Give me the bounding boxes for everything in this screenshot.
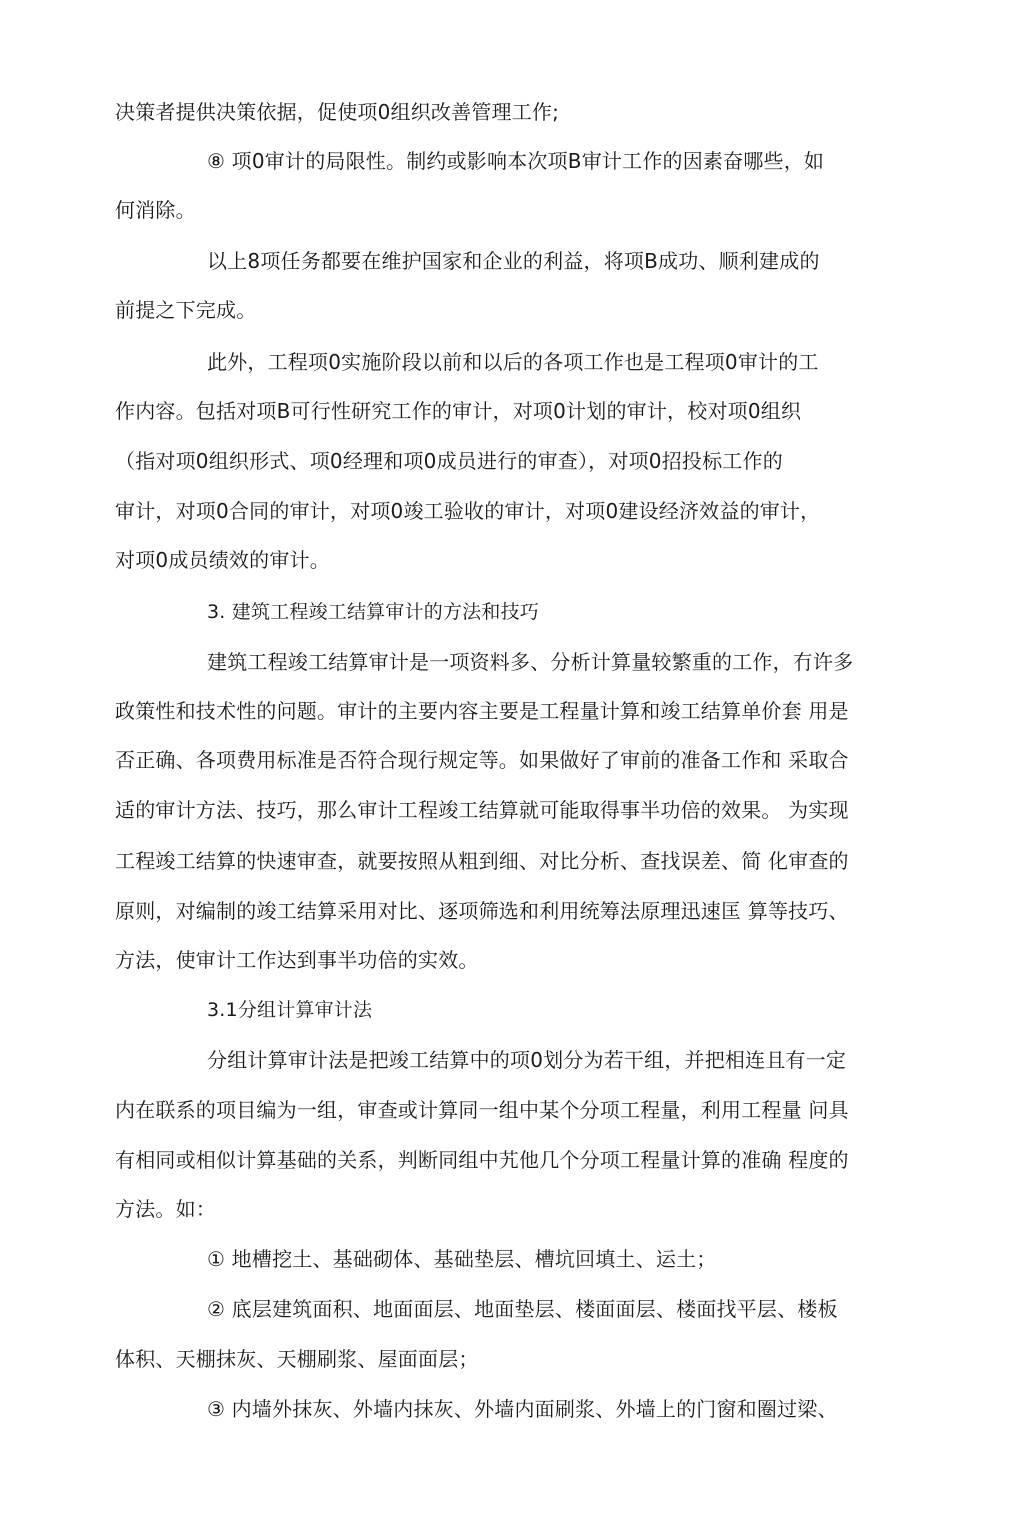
paragraph-line: 审计，对项0合同的审计，对项0竣工验收的审计，对项0建设经济效益的审计， — [115, 499, 821, 523]
paragraph-line: 对项0成员绩效的审计。 — [115, 548, 330, 572]
list-item-3-line: ③ 内墙外抹灰、外墙内抹灰、外墙内面刷浆、外墙上的门窗和圈过梁、 — [207, 1397, 838, 1421]
paragraph-line: 前提之下完成。 — [115, 298, 257, 322]
paragraph-line: 政策性和技术性的问题。审计的主要内容主要是工程量计算和竣工结算单价套 用是 — [115, 699, 849, 723]
paragraph-line: 建筑工程竣工结算审计是一项资料多、分析计算量较繁重的工作，冇许多 — [207, 650, 854, 674]
paragraph-line: 何消除。 — [115, 198, 196, 222]
paragraph-line: 决策者提供决策依据，促使项0组织改善管理工作; — [115, 100, 560, 124]
paragraph-line: 体积、天棚抹灰、天棚刷浆、屋面面层； — [115, 1347, 479, 1371]
paragraph-line: 此外，工程项0实施阶段以前和以后的各项工作也是工程项0审计的工 — [207, 350, 819, 374]
paragraph-line: 有相同或相似计算基础的关系，判断同组中艽他几个分项工程量计算的准确 程度的 — [115, 1148, 849, 1172]
list-item-8-line: ⑧ 项0审计的局限性。制约或影响本次项B审计工作的因素奋哪些，如 — [207, 149, 825, 173]
paragraph-line: 方法，使审计工作达到事半功倍的实效。 — [115, 948, 479, 972]
section-heading: 3. 建筑工程竣工结算审计的方法和技巧 — [207, 601, 539, 623]
paragraph-line: 原则，对编制的竣工结算采用对比、逐项筛选和利用统筹法原理迅速匡 算等技巧、 — [115, 899, 849, 923]
paragraph-line: 适的审计方法、技巧，那么审计工程竣工结算就可能取得事半功倍的效果。 为实现 — [115, 798, 849, 822]
paragraph-line: 内在联系的项目编为一组，审查或计算同一组中某个分项工程量，利用工程量 问具 — [115, 1098, 849, 1122]
paragraph-line: 工程竣工结算的快速审查，就要按照从粗到细、对比分析、查找误差、简 化审查的 — [115, 849, 849, 873]
paragraph-line: 以上8项任务都要在维护国家和企业的利益，将项B成功、顺利建成的 — [207, 249, 820, 273]
subsection-heading: 3.1分组计算审计法 — [207, 999, 373, 1021]
paragraph-line: 方法。如： — [115, 1197, 216, 1221]
paragraph-line: （指对项0组织形式、项0经理和项0成员进行的审查），对项0招投标工作的 — [115, 449, 783, 473]
paragraph-line: 分组计算审计法是把竣工结算中的项0划分为若干组，并把相连且有一定 — [207, 1048, 847, 1072]
paragraph-line: 作内容。包括对项B可行性研究工作的审计，对项0计划的审计，校对项0组织 — [115, 399, 802, 423]
list-item-1-line: ① 地槽挖土、基础砌体、基础垫层、槽坑回填土、运土； — [207, 1247, 717, 1271]
paragraph-line: 否正确、各项费用标准是否符合现行规定等。如果做好了审前的准备工作和 采取合 — [115, 748, 849, 772]
list-item-2-line: ② 底层建筑面积、地面面层、地面垫层、楼面面层、楼面找平层、楼板 — [207, 1297, 838, 1321]
